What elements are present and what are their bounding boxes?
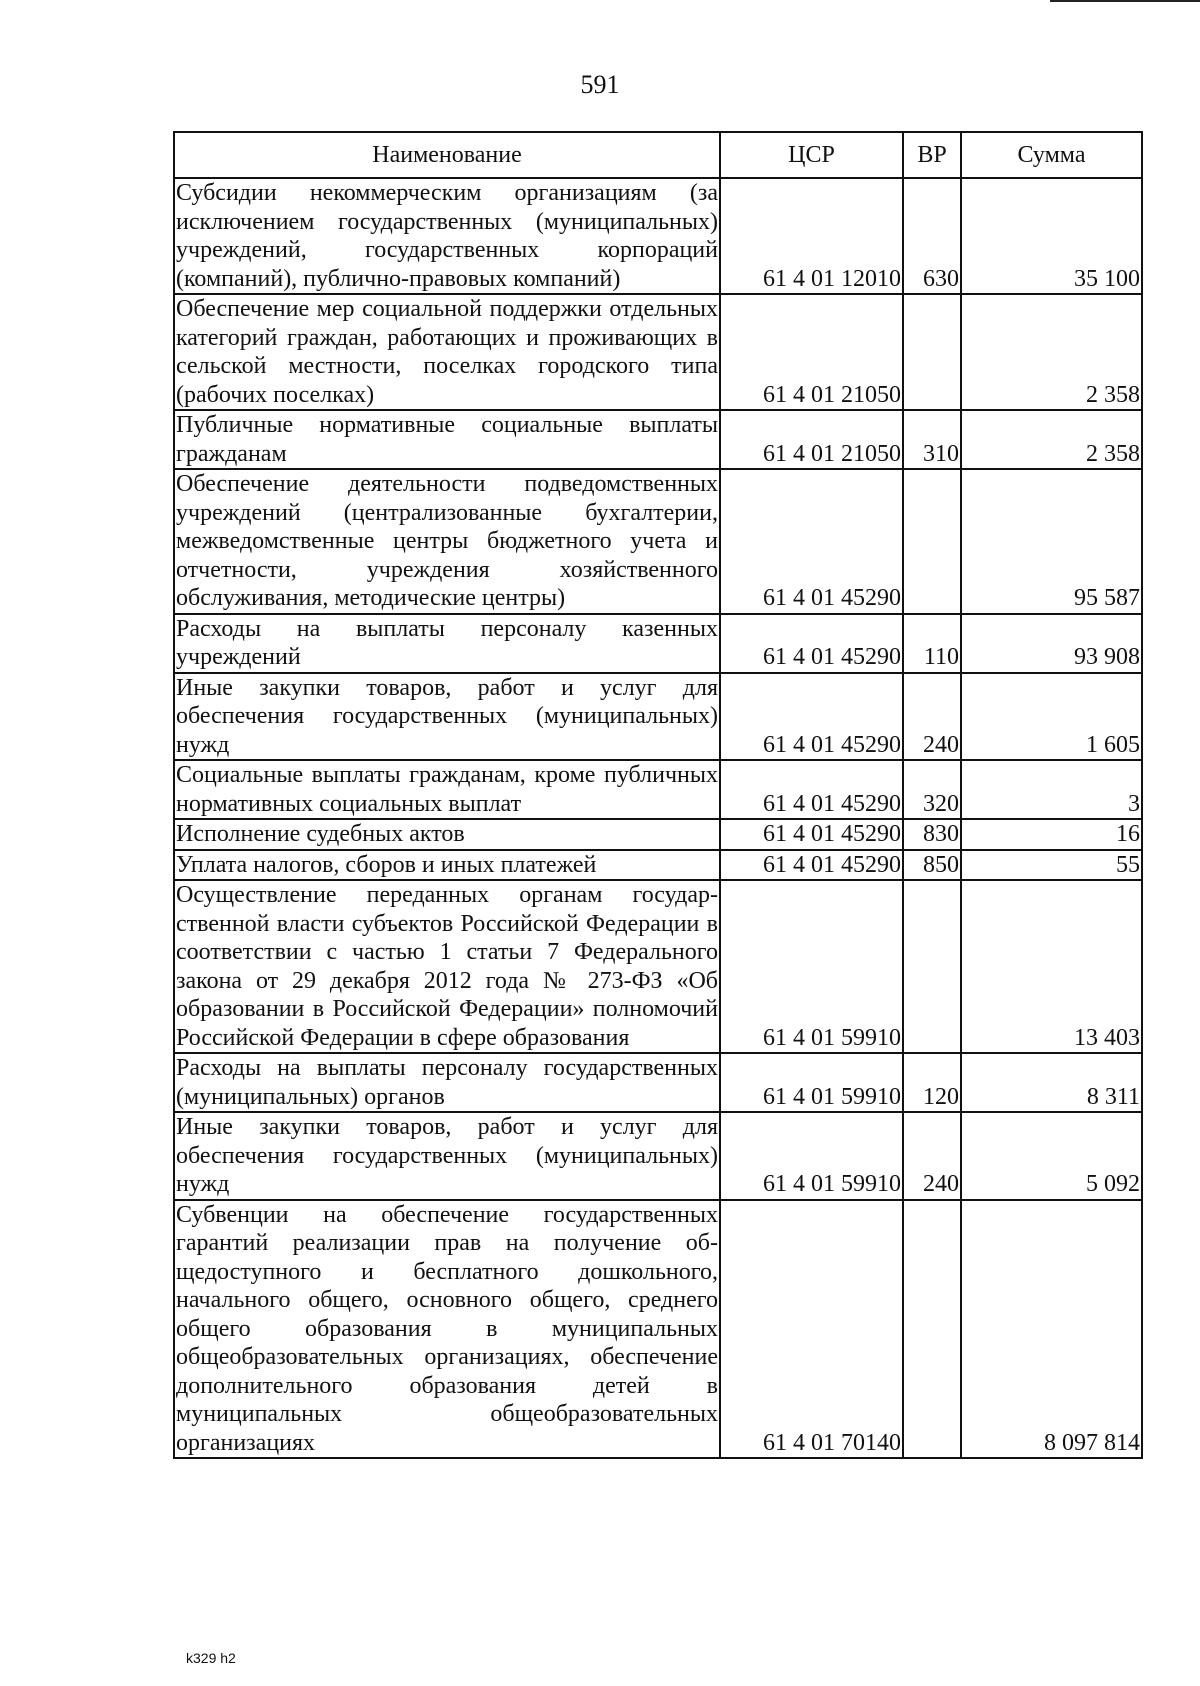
table-row: [174, 1200, 1142, 1459]
row-vr: [903, 880, 961, 1053]
row-vr: 310: [903, 410, 961, 469]
row-name: Социальные выплаты гражданам, кроме публичных нормативных социальных выплат: [174, 760, 720, 819]
row-csr: 61 4 01 45290: [720, 850, 903, 881]
row-name: Иные закупки товаров, работ и услуг для обеспечения государственных (муниципальных) нужд: [174, 673, 720, 761]
table-row: [174, 178, 1142, 294]
table-row: [174, 294, 1142, 410]
footer-code: k329 h2: [186, 1650, 236, 1666]
row-vr: 320: [903, 760, 961, 819]
row-name: Обеспечение мер социальной поддержки отдельных категорий граждан, работающих и проживающих в сельской местности, поселках городского типа (рабочих поселках): [174, 294, 720, 410]
table-header-row: [174, 132, 1142, 178]
row-sum: 2 358: [961, 410, 1142, 469]
row-sum: 35 100: [961, 178, 1142, 294]
row-csr: 61 4 01 21050: [720, 294, 903, 410]
row-vr: 240: [903, 673, 961, 761]
row-sum: 8 311: [961, 1053, 1142, 1112]
row-name: Субвенции на обеспечение государственных гарантий реализации прав на получение общедоступного и бесплатного дошкольного, начального общего, основного общего, среднего общего образования в муниципальных общеобразовательных организациях, обеспечение дополнительного образования детей в муниципальных общеобразовательных организациях: [174, 1200, 720, 1459]
row-vr: 850: [903, 850, 961, 881]
row-sum: 93 908: [961, 614, 1142, 673]
table-row: [174, 614, 1142, 673]
row-sum: 1 605: [961, 673, 1142, 761]
top-edge-rule: [1050, 0, 1200, 2]
row-vr: [903, 469, 961, 614]
header-vr: ВР: [903, 132, 961, 178]
row-vr: 240: [903, 1112, 961, 1200]
row-name: Публичные нормативные социальные выплаты гражданам: [174, 410, 720, 469]
table-row: [174, 760, 1142, 819]
header-name: Наименование: [174, 132, 720, 178]
table-row: [174, 1112, 1142, 1200]
row-name: Субсидии некоммерческим организациям (за исключением государственных (муниципальных) учреждений, государственных корпораций (компаний), публично-правовых компаний): [174, 178, 720, 294]
row-csr: 61 4 01 45290: [720, 819, 903, 850]
row-sum: 2 358: [961, 294, 1142, 410]
header-sum: Сумма: [961, 132, 1142, 178]
table-row: [174, 819, 1142, 850]
page-number: 591: [580, 70, 620, 99]
table-row: [174, 1053, 1142, 1112]
row-name: Расходы на выплаты персоналу казенных учреждений: [174, 614, 720, 673]
budget-table: [173, 131, 1143, 1459]
row-name: Уплата налогов, сборов и иных платежей: [174, 850, 720, 881]
row-vr: [903, 1200, 961, 1459]
row-csr: 61 4 01 70140: [720, 1200, 903, 1459]
row-sum: 5 092: [961, 1112, 1142, 1200]
row-sum: 13 403: [961, 880, 1142, 1053]
row-csr: 61 4 01 12010: [720, 178, 903, 294]
row-csr: 61 4 01 59910: [720, 880, 903, 1053]
row-sum: 16: [961, 819, 1142, 850]
row-sum: 3: [961, 760, 1142, 819]
table-row: [174, 880, 1142, 1053]
table-row: [174, 469, 1142, 614]
header-csr: ЦСР: [720, 132, 903, 178]
row-name: Расходы на выплаты персоналу государственных (муниципальных) органов: [174, 1053, 720, 1112]
row-csr: 61 4 01 45290: [720, 469, 903, 614]
row-vr: 120: [903, 1053, 961, 1112]
table-row: [174, 850, 1142, 881]
row-csr: 61 4 01 45290: [720, 760, 903, 819]
row-csr: 61 4 01 45290: [720, 673, 903, 761]
row-vr: 110: [903, 614, 961, 673]
row-csr: 61 4 01 59910: [720, 1112, 903, 1200]
row-sum: 55: [961, 850, 1142, 881]
row-vr: [903, 294, 961, 410]
row-vr: 630: [903, 178, 961, 294]
row-sum: 95 587: [961, 469, 1142, 614]
row-name: Осуществление переданных органам государственной власти субъектов Российской Федерации в соответствии с частью 1 статьи 7 Федерального закона от 29 декабря 2012 года № 273-ФЗ «Об образовании в Российской Федерации» полномочий Российской Федерации в сфере образования: [174, 880, 720, 1053]
row-vr: 830: [903, 819, 961, 850]
table-row: [174, 410, 1142, 469]
table-row: [174, 673, 1142, 761]
row-name: Обеспечение деятельности подведомственных учреждений (централизованные бухгалтерии, межведомственные центры бюджетного учета и отчетности, учреждения хозяйственного обслуживания, методические центры): [174, 469, 720, 614]
row-sum: 8 097 814: [961, 1200, 1142, 1459]
row-csr: 61 4 01 59910: [720, 1053, 903, 1112]
row-name: Иные закупки товаров, работ и услуг для обеспечения государственных (муниципальных) нужд: [174, 1112, 720, 1200]
row-csr: 61 4 01 21050: [720, 410, 903, 469]
row-name: Исполнение судебных актов: [174, 819, 720, 850]
row-csr: 61 4 01 45290: [720, 614, 903, 673]
